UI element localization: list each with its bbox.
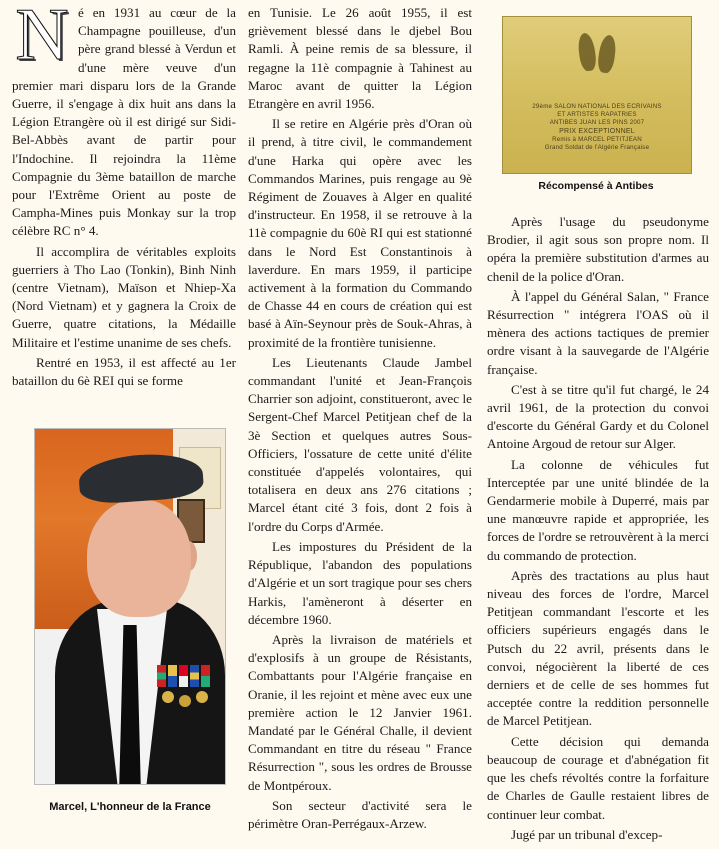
paragraph: Après des tractations au plus haut niveau des forces de l'ordre, Marcel Petitjean commandant l'escorte et les officiers supérieurs engagés dans le Putsch du 22 avril, présents dans le convoi, négocièrent la liberté de ces derniers et de celle de ses hommes fut acceptée contre la reddition personnelle de Marcel Petitjean. (487, 567, 709, 729)
plaque-text (511, 103, 683, 152)
plaque-caption: Récompensé à Antibes (538, 180, 654, 192)
portrait-photo (34, 428, 226, 785)
paragraph: Il accomplira de véritables exploits guerriers à Tho Lao (Tonkin), Binh Ninh (centre Vietnam), Maïson et Nhiep-Xa (Nord Vietnam) et y gagnera la Croix de Guerre, quatre citations, la Médaille Militaire et l'estime unanime de ses chefs. (12, 243, 236, 350)
paragraph: La colonne de véhicules fut Interceptée par une unité blindée de la Gendarmerie mobile à Duperré, mais par une manœuvre rapide et appropriée, les forces de l'ordre se retrouvèrent à la merci du commando de protection. (487, 456, 709, 563)
plaque-line: Remis à MARCEL PETITJEAN (552, 135, 642, 143)
award-plaque (502, 16, 692, 174)
plaque-line: 29ème SALON NATIONAL DES ECRIVAINS (532, 103, 662, 110)
paragraph: À l'appel du Général Salan, " France Résurrection " intégrera l'OAS où il mènera des actions tactiques de premier ordre visant à la sauvegarde de l'Algérie française. (487, 288, 709, 377)
column-2 (248, 4, 472, 835)
paragraph: Les Lieutenants Claude Jambel commandant l'unité et Jean-François Charrier son adjoint, constitueront, avec le Sergent-Chef Marcel Petitjean chef de la 3è Section et quelques autres Sous-Officiers, l'ossature de cette unité d'élite constituée d'appelés volontaires, qui totalisera en deux ans 276 citations ; Marcel étant cité 3 fois, dont 2 fois à l'ordre du Corps d'Armée. (248, 354, 472, 534)
plaque-line: ANTIBES JUAN LES PINS 2007 (549, 119, 645, 127)
photo-caption: Marcel, L'honneur de la France (49, 801, 211, 813)
column-1 (12, 0, 236, 392)
plaque-line: Grand Soldat de l'Algérie Française (544, 144, 650, 152)
paragraph: Son secteur d'activité sera le périmètre Oran-Perrégaux-Arzew. (248, 797, 472, 831)
plaque-line: ET ARTISTES RAPATRIES (557, 111, 637, 119)
paragraph: Rentré en 1953, il est affecté au 1er bataillon du 6è REI qui se forme (12, 354, 236, 389)
plaque-line: PRIX EXCEPTIONNEL (559, 127, 635, 135)
paragraph: Il se retire en Algérie près d'Oran où il prend, à titre civil, le commandement d'une Harka qui opère avec les Commandos Marines, puis rengage au 9è Régiment de Zouaves à Alger en qualité d'instructeur. En 1958, il se retrouve à la 11è compagnie du 60è RI qui est stationné dans le Nord Est Constantinois à laverdure. En mars 1959, il participe activement à la formation du Commando de Chasse 44 en cours de création qui est basé à Aïn-Seynour près de Souk-Ahras, à proximité de la frontière tunisienne. (248, 116, 472, 350)
paragraph: C'est à se titre qu'il fut chargé, le 24 avril 1961, de la protection du convoi d'escorte du Général Gardy et du Colonel Antoine Argoud de retour sur Alger. (487, 381, 709, 452)
paragraph: Jugé par un tribunal d'excep- (511, 826, 663, 842)
paragraph: en Tunisie. Le 26 août 1955, il est grièvement blessé dans le djebel Bou Ramli. À peine remis de sa blessure, il regagne la 11è compagnie à Tahinest au Maroc avant de quitter la Légion Etrangère en avril 1956. (248, 5, 472, 112)
paragraph: Après la livraison de matériels et d'explosifs à un groupe de Résistants, Combattants pour l'Algérie française en Oranie, il les rejoint et mène avec eux une première action le 12 Janvier 1961. Mandaté par le Général Challe, il devient Commandant en titre du réseau " France Résurrection ", sous les ordres de Brousse de Montpéroux. (248, 631, 472, 793)
paragraph (12, 0, 236, 241)
footprints-icon (577, 31, 617, 75)
paragraph-text: é en 1931 au cœur de la Champagne pouilleuse, d'un père grand blessé à Verdun et d'une mère veuve d'un premier mari disparu lors de la Grande Guerre, il s'engage à dix huit ans dans la Légion Etrangère où il est dirigé sur Sidi-Bel-Abbès avant de partir pour l'Indochine. Il rejoindra la 11ème Compagnie du 3ème bataillon de marche pour l'Extrême Orient au poste de Campha-Mines puis Monkay sur la trop célèbre RC n° 4. (12, 5, 236, 239)
paragraph: Après l'usage du pseudonyme Brodier, il agit sous son propre nom. Il opéra la première substitution d'armes au chenil de la police d'Oran. (487, 214, 709, 284)
column-3 (487, 213, 709, 846)
drop-cap: N (15, 0, 69, 76)
paragraph: Cette décision qui demanda beaucoup de courage et d'abnégation fit que les chefs révoltés contre la forfaiture de Charles de Gaulle restaient libres de continuer leur combat. (487, 733, 709, 822)
medals-icon (157, 665, 217, 725)
paragraph: Les impostures du Président de la République, l'abandon des populations d'Algérie et un sort tragique pour ses chers Harkis, l'amèneront à déserter en décembre 1960. (248, 538, 472, 627)
